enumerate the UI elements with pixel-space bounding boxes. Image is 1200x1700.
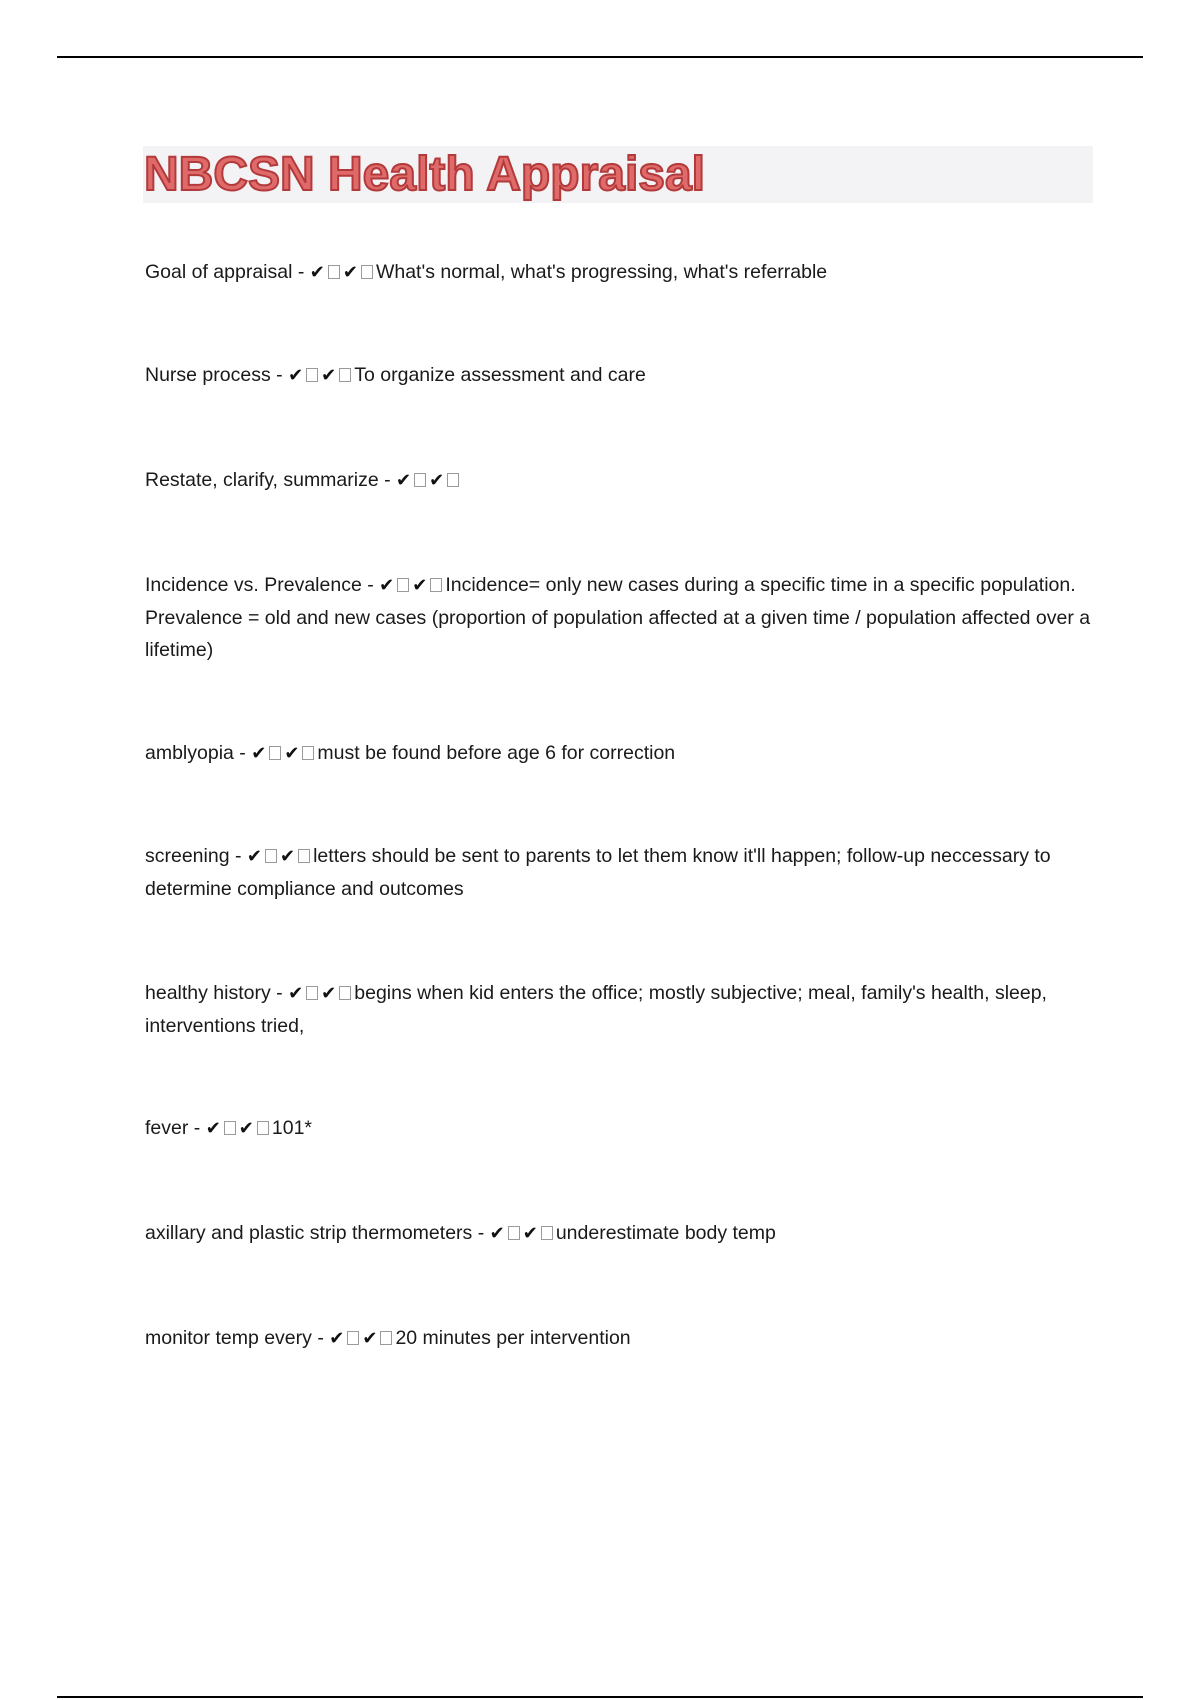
top-rule — [57, 56, 1143, 58]
page-title: NBCSN Health Appraisal — [144, 148, 705, 201]
entry-definition: underestimate body temp — [555, 1222, 776, 1244]
box-icon — [257, 1121, 269, 1135]
box-icon — [447, 473, 459, 487]
entry-definition: Incidence= only new cases during a specific time in a specific population. Prevalence = old and new cases (proportion of population affected at a given time / population affected over a lifetime) — [145, 574, 1091, 661]
box-icon — [265, 849, 277, 863]
check-icon: ✔ — [309, 262, 325, 283]
check-icon: ✔ — [321, 365, 337, 386]
box-icon — [414, 473, 426, 487]
entry-definition: What's normal, what's progressing, what's referrable — [375, 261, 828, 283]
check-icon: ✔ — [329, 1328, 345, 1349]
check-icon: ✔ — [280, 846, 296, 867]
check-icon: ✔ — [489, 1223, 505, 1244]
check-icon: ✔ — [251, 743, 267, 764]
entry-term: Goal of appraisal — [145, 261, 293, 283]
entry-term: Nurse process — [145, 364, 271, 386]
check-icon: ✔ — [246, 846, 262, 867]
entry-definition: 20 minutes per intervention — [395, 1327, 631, 1349]
box-icon — [339, 986, 351, 1000]
entry-definition: begins when kid enters the office; mostly subjective; meal, family's health, sleep, interventions tried, — [145, 982, 1047, 1037]
check-icon: ✔ — [362, 1328, 378, 1349]
entry-term: healthy history — [145, 982, 271, 1004]
entry-term: Restate, clarify, summarize — [145, 469, 379, 491]
list-item: monitor temp every - ✔ ✔ 20 minutes per intervention — [145, 1327, 631, 1349]
box-icon — [302, 746, 314, 760]
box-icon — [269, 746, 281, 760]
box-icon — [328, 265, 340, 279]
list-item: fever - ✔ ✔ 101* — [145, 1117, 313, 1139]
entry-term: amblyopia — [145, 742, 234, 764]
check-icon: ✔ — [342, 262, 358, 283]
check-icon: ✔ — [238, 1118, 254, 1139]
check-icon: ✔ — [396, 470, 412, 491]
box-icon — [339, 368, 351, 382]
entry-term: monitor temp every — [145, 1327, 312, 1349]
list-item: Restate, clarify, summarize - ✔ ✔ — [145, 464, 1095, 497]
list-item: screening - ✔ ✔ letters should be sent to parents to let them know it'll happen; follow-up neccessary to determine compliance and outcomes — [145, 845, 1051, 900]
check-icon: ✔ — [429, 470, 445, 491]
box-icon — [224, 1121, 236, 1135]
bottom-rule — [57, 1696, 1143, 1698]
box-icon — [347, 1331, 359, 1345]
check-icon: ✔ — [284, 743, 300, 764]
entry-definition: To organize assessment and care — [354, 364, 646, 386]
check-icon: ✔ — [379, 575, 395, 596]
box-icon — [380, 1331, 392, 1345]
entry-term: screening — [145, 845, 230, 867]
list-item: axillary and plastic strip thermometers - ✔ ✔ underestimate body temp — [145, 1222, 776, 1244]
box-icon — [541, 1226, 553, 1240]
entry-term: fever — [145, 1117, 189, 1139]
check-icon: ✔ — [522, 1223, 538, 1244]
box-icon — [508, 1226, 520, 1240]
list-item: Nurse process - ✔ ✔ To organize assessment and care — [145, 364, 646, 386]
list-item: healthy history - ✔ ✔ begins when kid enters the office; mostly subjective; meal, family's health, sleep, interventions tried, — [145, 982, 1047, 1037]
box-icon — [361, 265, 373, 279]
check-icon: ✔ — [321, 983, 337, 1004]
list-item: amblyopia - ✔ ✔ must be found before age 6 for correction — [145, 742, 676, 764]
check-icon: ✔ — [288, 365, 304, 386]
box-icon — [306, 986, 318, 1000]
check-icon: ✔ — [288, 983, 304, 1004]
check-icon: ✔ — [412, 575, 428, 596]
check-icon: ✔ — [205, 1118, 221, 1139]
box-icon — [306, 368, 318, 382]
entry-term: axillary and plastic strip thermometers — [145, 1222, 473, 1244]
list-item: Incidence vs. Prevalence - ✔ ✔ Incidence= only new cases during a specific time in a specific population. Prevalence = old and new cases (proportion of population affected at a given time / population affected over a lifetime) — [145, 574, 1091, 661]
entry-definition: 101* — [271, 1117, 313, 1139]
box-icon — [430, 578, 442, 592]
list-item: Goal of appraisal - ✔ ✔ What's normal, what's progressing, what's referrable — [145, 261, 828, 283]
entry-term: Incidence vs. Prevalence — [145, 574, 362, 596]
box-icon — [298, 849, 310, 863]
box-icon — [397, 578, 409, 592]
entry-definition: letters should be sent to parents to let them know it'll happen; follow-up neccessary to determine compliance and outcomes — [145, 845, 1051, 900]
entry-definition: must be found before age 6 for correction — [317, 742, 676, 764]
